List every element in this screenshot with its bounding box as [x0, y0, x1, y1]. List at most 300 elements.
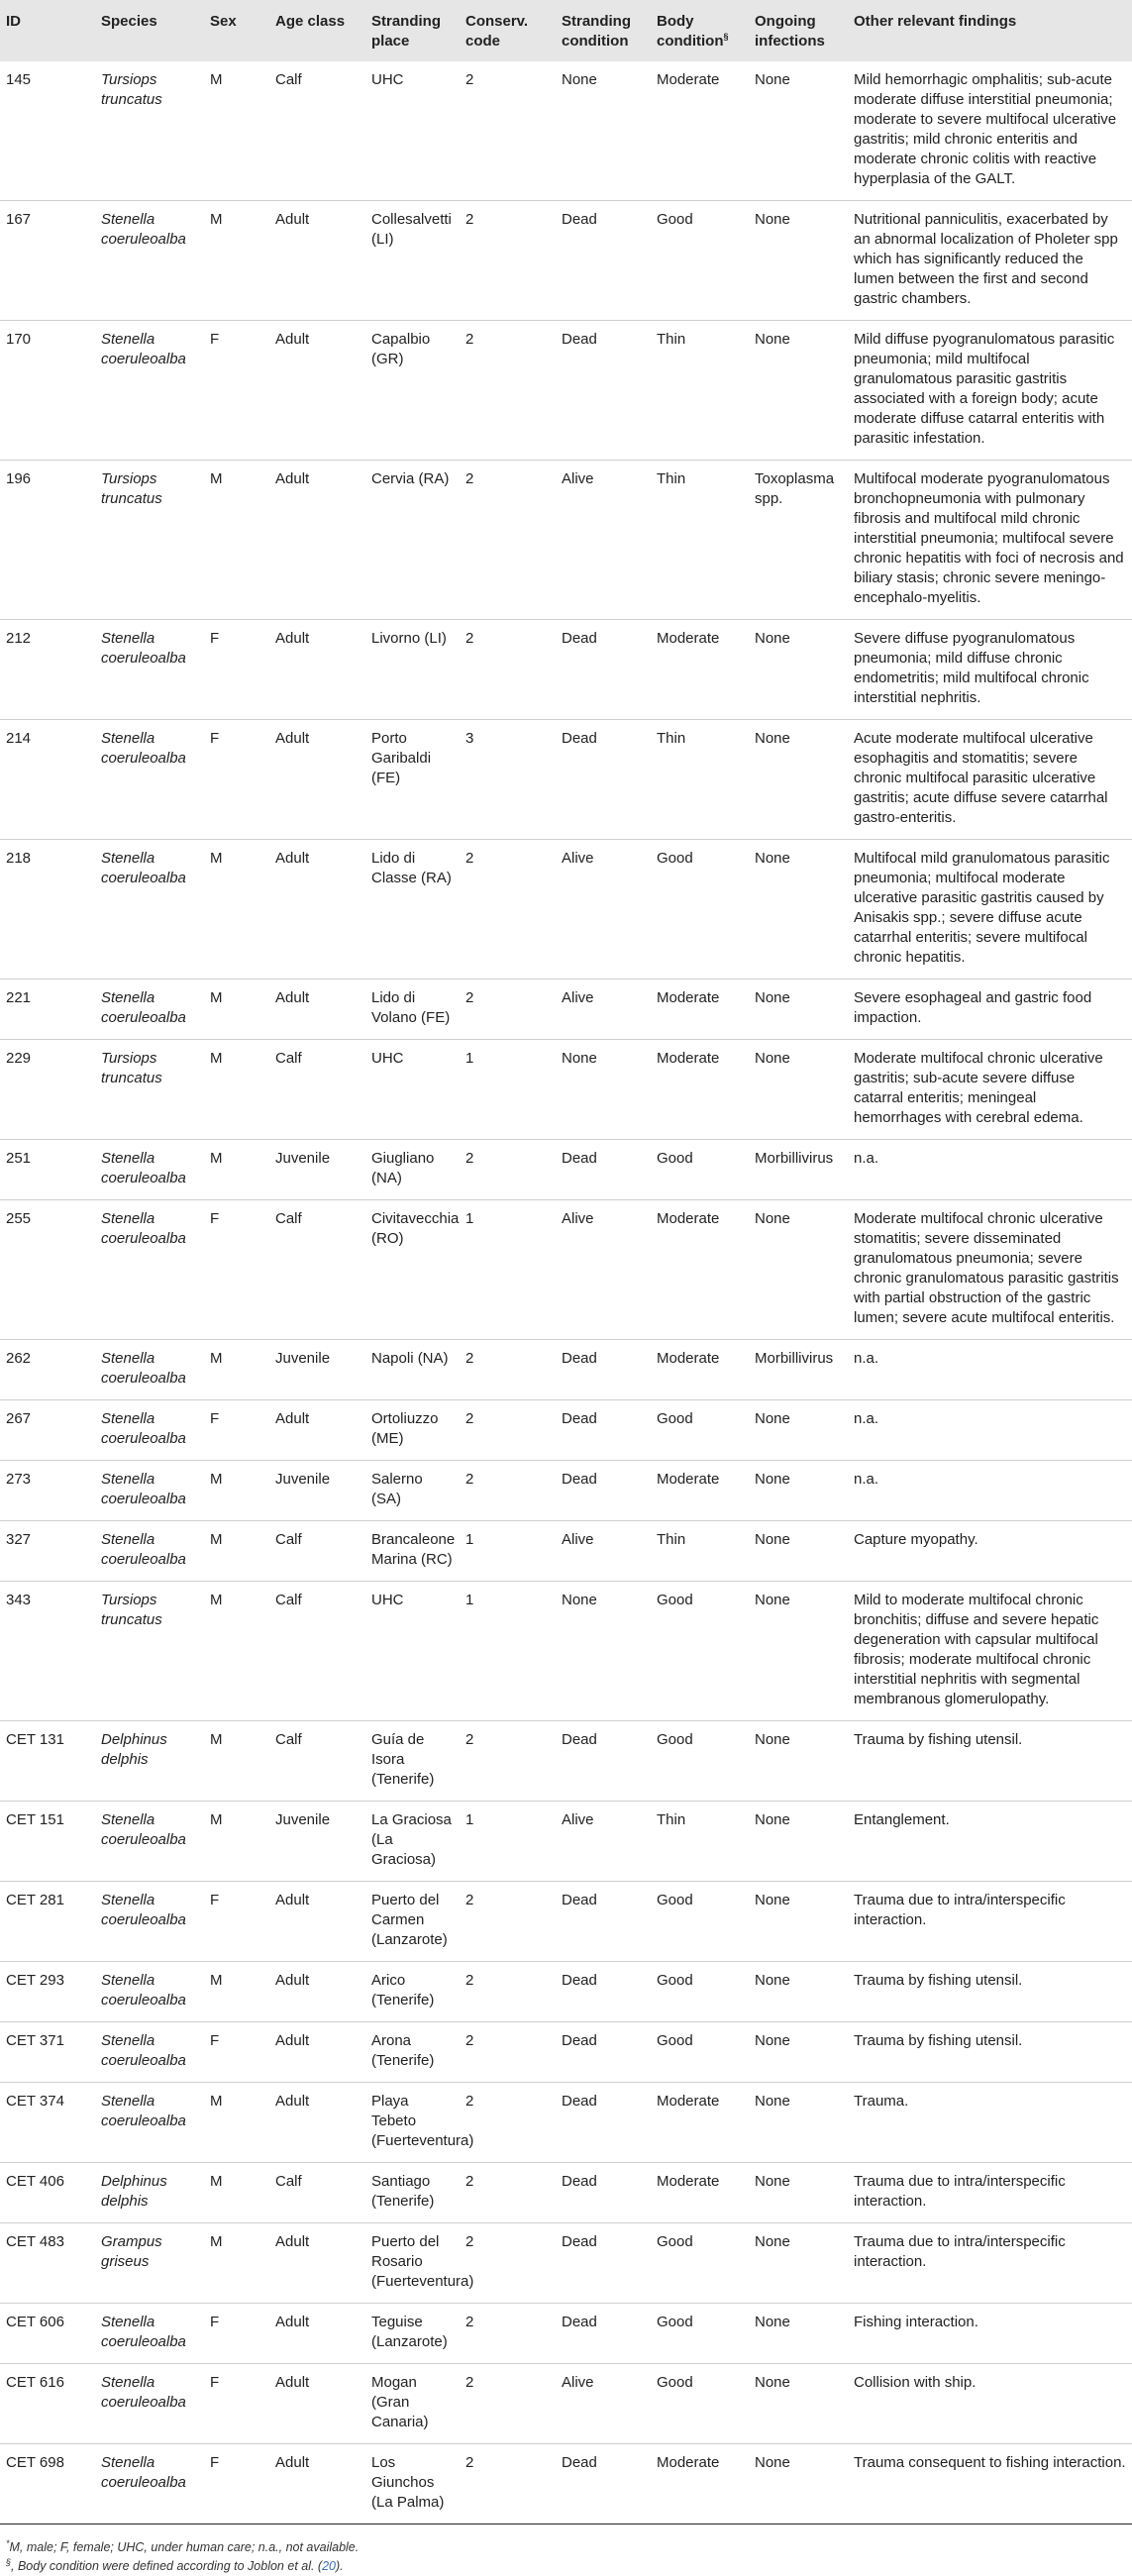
cell-species: Stenella coeruleoalba: [101, 630, 186, 667]
cell-species: Delphinus delphis: [101, 2173, 167, 2210]
cell-ongoing-infections: None: [755, 1592, 790, 1608]
cell-conserv-code: 2: [465, 470, 474, 487]
cell-species: Stenella coeruleoalba: [101, 1471, 186, 1507]
cell-stranding-condition: Dead: [562, 1471, 597, 1488]
footnote-abbreviations-text: M, male; F, female; UHC, under human care; n.a., not available.: [9, 2540, 360, 2554]
footnote-asterisk: *: [6, 2537, 10, 2548]
cell-body-condition: Good: [657, 1410, 693, 1427]
cell-age-class: Adult: [275, 331, 310, 348]
cell-age-class: Adult: [275, 211, 310, 228]
cell-age-class: Adult: [275, 2093, 310, 2110]
cell-body-condition: Good: [657, 2233, 693, 2250]
cell-ongoing-infections: None: [755, 850, 790, 867]
cell-stranding-condition: Dead: [562, 1150, 597, 1167]
cell-stranding-condition: Dead: [562, 630, 597, 647]
table-row: [0, 61, 1132, 201]
table-row: [0, 1962, 1132, 2022]
cell-sex: F: [210, 1410, 220, 1427]
cell-conserv-code: 2: [465, 331, 474, 348]
cell-stranding-condition: Alive: [562, 989, 594, 1006]
cell-sex: M: [210, 1731, 223, 1748]
cell-stranding-condition: Alive: [562, 1531, 594, 1548]
cell-other-findings: Trauma consequent to fishing interaction.: [854, 2454, 1126, 2471]
cell-sex: M: [210, 211, 223, 228]
cell-ongoing-infections: Toxoplasma spp.: [755, 470, 835, 507]
cell-other-findings: Trauma by fishing utensil.: [854, 1972, 1023, 1989]
cell-ongoing-infections: None: [755, 2374, 790, 2391]
cell-stranding-condition: None: [562, 71, 597, 88]
cell-ongoing-infections: None: [755, 989, 790, 1006]
cell-stranding-condition: Dead: [562, 211, 597, 228]
footnote-abbreviations: [6, 2538, 1126, 2557]
cell-id: CET 406: [6, 2173, 64, 2190]
cell-body-condition: Good: [657, 1731, 693, 1748]
cell-ongoing-infections: Morbillivirus: [755, 1350, 834, 1367]
cell-stranding-place: UHC: [371, 1592, 404, 1608]
header-species: Species: [101, 13, 157, 30]
cell-stranding-condition: Dead: [562, 2093, 597, 2110]
cell-stranding-condition: Dead: [562, 2032, 597, 2049]
cell-species: Delphinus delphis: [101, 1731, 167, 1768]
table-row: [0, 840, 1132, 979]
cell-sex: M: [210, 989, 223, 1006]
cell-conserv-code: 2: [465, 2454, 474, 2471]
cell-stranding-place: Lido di Volano (FE): [371, 989, 451, 1026]
cell-id: 167: [6, 211, 32, 228]
cell-sex: M: [210, 1811, 223, 1828]
cell-age-class: Calf: [275, 1731, 302, 1748]
cell-age-class: Adult: [275, 1972, 310, 1989]
cell-conserv-code: 1: [465, 1811, 474, 1828]
header-body-condition: [651, 0, 749, 61]
cell-conserv-code: 2: [465, 1350, 474, 1367]
table-row: [0, 1400, 1132, 1461]
table-row: [0, 2163, 1132, 2223]
cell-species: Stenella coeruleoalba: [101, 730, 186, 767]
table-row: [0, 620, 1132, 720]
cell-other-findings: Multifocal mild granulomatous parasitic pneumonia; multifocal moderate ulcerative parasitic gastritis caused by Anisakis spp.; severe diffuse acute catarrhal enteritis; severe multifocal chronic hepatitis.: [854, 850, 1110, 966]
cell-id: 196: [6, 470, 32, 487]
cell-stranding-condition: Dead: [562, 2173, 597, 2190]
footnote-section-mark: §: [6, 2556, 12, 2567]
cell-id: 214: [6, 730, 32, 747]
cell-other-findings: Nutritional panniculitis, exacerbated by an abnormal localization of Pholeter spp which has significantly reduced the lumen between the first and second gastric chambers.: [854, 211, 1118, 307]
cell-other-findings: n.a.: [854, 1471, 879, 1488]
cell-stranding-place: Lido di Classe (RA): [371, 850, 452, 886]
cell-ongoing-infections: None: [755, 2173, 790, 2190]
table-row: [0, 1721, 1132, 1802]
cell-id: 218: [6, 850, 32, 867]
cell-stranding-place: UHC: [371, 71, 404, 88]
cell-species: Stenella coeruleoalba: [101, 2374, 186, 2411]
cell-conserv-code: 1: [465, 1592, 474, 1608]
header-stranding-place: Stranding place: [371, 13, 441, 50]
cell-id: 145: [6, 71, 32, 88]
cell-body-condition: Moderate: [657, 1050, 720, 1067]
table-row: [0, 1461, 1132, 1521]
header-stranding-condition: Stranding condition: [562, 13, 631, 50]
cell-other-findings: Mild hemorrhagic omphalitis; sub-acute moderate diffuse interstitial pneumonia; moderate to severe multifocal ulcerative gastritis; mild chronic enteritis and moderate chronic colitis with reactive hyperplasia of the GALT.: [854, 71, 1117, 187]
table-row: [0, 321, 1132, 461]
cell-conserv-code: 2: [465, 2093, 474, 2110]
cell-ongoing-infections: None: [755, 1471, 790, 1488]
cell-species: Stenella coeruleoalba: [101, 2032, 186, 2069]
header-ongoing-infections: Ongoing infections: [755, 13, 825, 50]
table-row: [0, 2022, 1132, 2083]
cell-other-findings: n.a.: [854, 1150, 879, 1167]
cell-age-class: Calf: [275, 71, 302, 88]
cell-ongoing-infections: None: [755, 71, 790, 88]
table-footnotes: [0, 2524, 1132, 2576]
cell-stranding-place: Ortoliuzzo (ME): [371, 1410, 439, 1447]
cell-age-class: Adult: [275, 2454, 310, 2471]
cell-id: CET 371: [6, 2032, 64, 2049]
cell-other-findings: Mild diffuse pyogranulomatous parasitic pneumonia; mild multifocal granulomatous parasitic gastritis associated with a foreign body; acute moderate diffuse catarral enteritis with parasitic infestation.: [854, 331, 1115, 447]
cell-stranding-place: Teguise (Lanzarote): [371, 2314, 448, 2350]
cell-age-class: Adult: [275, 2374, 310, 2391]
cell-ongoing-infections: None: [755, 2093, 790, 2110]
cell-other-findings: Acute moderate multifocal ulcerative esophagitis and stomatitis; severe chronic multifocal parasitic ulcerative gastritis; acute diffuse severe catarrhal gastro-enteritis.: [854, 730, 1108, 826]
cell-body-condition: Moderate: [657, 2173, 720, 2190]
footnote-body-condition: [6, 2557, 1126, 2576]
cell-stranding-condition: Dead: [562, 1892, 597, 1908]
cell-body-condition: Good: [657, 211, 693, 228]
cell-other-findings: Trauma due to intra/interspecific interaction.: [854, 2173, 1066, 2210]
cell-sex: F: [210, 630, 220, 647]
cell-ongoing-infections: None: [755, 2233, 790, 2250]
cell-conserv-code: 2: [465, 2374, 474, 2391]
footnote-body-condition-text: , Body condition were defined according to Joblon et al. (: [11, 2559, 323, 2573]
cell-stranding-condition: Alive: [562, 2374, 594, 2391]
cell-sex: M: [210, 1592, 223, 1608]
cell-ongoing-infections: None: [755, 1410, 790, 1427]
cell-body-condition: Moderate: [657, 989, 720, 1006]
cell-species: Stenella coeruleoalba: [101, 2454, 186, 2491]
cell-age-class: Juvenile: [275, 1150, 331, 1167]
cell-other-findings: Collision with ship.: [854, 2374, 977, 2391]
cell-body-condition: Moderate: [657, 1350, 720, 1367]
cell-conserv-code: 2: [465, 1410, 474, 1427]
cell-id: 255: [6, 1210, 32, 1227]
cell-id: CET 374: [6, 2093, 64, 2110]
cell-conserv-code: 2: [465, 1731, 474, 1748]
cell-species: Stenella coeruleoalba: [101, 1892, 186, 1928]
cell-other-findings: Multifocal moderate pyogranulomatous bronchopneumonia with pulmonary fibrosis and multifocal mild chronic interstitial pneumonia; multifocal severe chronic hepatitis with foci of necrosis and biliary stasis; chronic severe meningo-encephalo-myelitis.: [854, 470, 1124, 606]
cell-id: 221: [6, 989, 32, 1006]
cell-ongoing-infections: None: [755, 331, 790, 348]
cell-stranding-condition: Alive: [562, 850, 594, 867]
cell-other-findings: Entanglement.: [854, 1811, 950, 1828]
cell-id: CET 131: [6, 1731, 64, 1748]
cell-id: CET 606: [6, 2314, 64, 2330]
cell-other-findings: Trauma due to intra/interspecific interaction.: [854, 2233, 1066, 2270]
cell-body-condition: Good: [657, 1972, 693, 1989]
cell-conserv-code: 2: [465, 1150, 474, 1167]
cell-age-class: Adult: [275, 2233, 310, 2250]
cell-id: 273: [6, 1471, 32, 1488]
footnote-body-condition-end: ).: [336, 2559, 344, 2573]
cell-body-condition: Good: [657, 2374, 693, 2391]
cell-stranding-place: Guía de Isora (Tenerife): [371, 1731, 435, 1788]
cell-sex: M: [210, 850, 223, 867]
cell-species: Stenella coeruleoalba: [101, 1210, 186, 1247]
table-row: [0, 1802, 1132, 1882]
cell-stranding-place: Giugliano (NA): [371, 1150, 435, 1186]
cell-conserv-code: 2: [465, 989, 474, 1006]
cell-species: Stenella coeruleoalba: [101, 1972, 186, 2009]
cell-stranding-condition: Dead: [562, 2314, 597, 2330]
cell-other-findings: n.a.: [854, 1410, 879, 1427]
cell-ongoing-infections: None: [755, 1811, 790, 1828]
cell-species: Stenella coeruleoalba: [101, 850, 186, 886]
cell-species: Tursiops truncatus: [101, 71, 162, 108]
cell-stranding-condition: Dead: [562, 1350, 597, 1367]
cell-id: CET 616: [6, 2374, 64, 2391]
cell-sex: M: [210, 2233, 223, 2250]
cell-stranding-place: Arona (Tenerife): [371, 2032, 435, 2069]
cell-other-findings: Trauma by fishing utensil.: [854, 2032, 1023, 2049]
cell-stranding-place: Capalbio (GR): [371, 331, 431, 367]
cell-ongoing-infections: None: [755, 1892, 790, 1908]
cell-sex: F: [210, 2314, 220, 2330]
cell-stranding-condition: None: [562, 1050, 597, 1067]
cell-sex: M: [210, 2093, 223, 2110]
cell-stranding-place: Brancaleone Marina (RC): [371, 1531, 456, 1568]
cell-other-findings: Severe diffuse pyogranulomatous pneumonia; mild diffuse chronic endometritis; mild multifocal chronic interstitial nephritis.: [854, 630, 1089, 706]
cell-species: Stenella coeruleoalba: [101, 1350, 186, 1387]
table-row: [0, 1200, 1132, 1340]
cell-other-findings: Fishing interaction.: [854, 2314, 978, 2330]
cell-sex: F: [210, 730, 220, 747]
cell-age-class: Adult: [275, 1892, 310, 1908]
table-row: [0, 2364, 1132, 2444]
cell-sex: M: [210, 1972, 223, 1989]
cell-sex: M: [210, 71, 223, 88]
cell-id: 170: [6, 331, 32, 348]
cell-conserv-code: 2: [465, 1972, 474, 1989]
cell-age-class: Juvenile: [275, 1811, 331, 1828]
cell-other-findings: Mild to moderate multifocal chronic bronchitis; diffuse and severe hepatic degeneration with capsular multifocal fibrosis; moderate multifocal chronic interstitial nephritis with segmental membranous glomerulopathy.: [854, 1592, 1099, 1707]
cell-age-class: Juvenile: [275, 1471, 331, 1488]
cell-body-condition: Thin: [657, 470, 686, 487]
header-conserv-code: Conserv. code: [465, 13, 529, 50]
cell-stranding-place: Arico (Tenerife): [371, 1972, 435, 2009]
cell-other-findings: n.a.: [854, 1350, 879, 1367]
cell-species: Stenella coeruleoalba: [101, 2314, 186, 2350]
cell-ongoing-infections: None: [755, 1972, 790, 1989]
cell-age-class: Adult: [275, 989, 310, 1006]
cell-other-findings: Trauma.: [854, 2093, 909, 2110]
cell-id: CET 698: [6, 2454, 64, 2471]
cell-sex: M: [210, 1050, 223, 1067]
cell-sex: F: [210, 2374, 220, 2391]
cell-conserv-code: 2: [465, 2173, 474, 2190]
cell-stranding-condition: Dead: [562, 1972, 597, 1989]
table-row: [0, 461, 1132, 620]
cell-conserv-code: 2: [465, 630, 474, 647]
cell-stranding-place: Salerno (SA): [371, 1471, 423, 1507]
header-id: ID: [6, 13, 21, 30]
cell-sex: F: [210, 1892, 220, 1908]
cell-species: Stenella coeruleoalba: [101, 331, 186, 367]
cell-age-class: Adult: [275, 2314, 310, 2330]
table-row: [0, 1521, 1132, 1582]
cell-age-class: Adult: [275, 850, 310, 867]
cell-stranding-place: Napoli (NA): [371, 1350, 449, 1367]
cell-stranding-place: Puerto del Rosario (Fuerteventura): [371, 2233, 474, 2290]
cell-species: Stenella coeruleoalba: [101, 989, 186, 1026]
cell-other-findings: Moderate multifocal chronic ulcerative stomatitis; severe disseminated granulomatous pneumonia; severe chronic granulomatous parasitic gastritis with partial obstruction of the gastric lumen; severe acute multifocal enteritis.: [854, 1210, 1119, 1326]
cell-ongoing-infections: None: [755, 730, 790, 747]
cell-species: Stenella coeruleoalba: [101, 1531, 186, 1568]
table-header: [0, 0, 1132, 61]
cell-age-class: Calf: [275, 2173, 302, 2190]
cell-body-condition: Thin: [657, 1811, 686, 1828]
cell-sex: M: [210, 1150, 223, 1167]
cell-body-condition: Moderate: [657, 1210, 720, 1227]
cell-body-condition: Moderate: [657, 1471, 720, 1488]
cell-id: CET 281: [6, 1892, 64, 1908]
cell-id: 262: [6, 1350, 32, 1367]
cell-age-class: Adult: [275, 1410, 310, 1427]
cell-age-class: Calf: [275, 1531, 302, 1548]
cell-id: 212: [6, 630, 32, 647]
cell-stranding-place: Santiago (Tenerife): [371, 2173, 435, 2210]
cell-body-condition: Thin: [657, 730, 686, 747]
cell-body-condition: Good: [657, 1592, 693, 1608]
cell-body-condition: Good: [657, 1150, 693, 1167]
cell-id: CET 293: [6, 1972, 64, 1989]
cell-other-findings: Trauma due to intra/interspecific interaction.: [854, 1892, 1066, 1928]
table-row: [0, 1040, 1132, 1140]
cell-other-findings: Severe esophageal and gastric food impaction.: [854, 989, 1092, 1026]
header-row: [0, 0, 1132, 61]
cell-stranding-place: Porto Garibaldi (FE): [371, 730, 432, 786]
table-row: [0, 2304, 1132, 2364]
cell-body-condition: Good: [657, 2032, 693, 2049]
table-row: [0, 720, 1132, 840]
cell-ongoing-infections: None: [755, 2032, 790, 2049]
cell-species: Stenella coeruleoalba: [101, 1150, 186, 1186]
cell-id: 229: [6, 1050, 32, 1067]
cell-id: 327: [6, 1531, 32, 1548]
table-row: [0, 1340, 1132, 1400]
cell-sex: F: [210, 2454, 220, 2471]
cell-age-class: Calf: [275, 1210, 302, 1227]
header-sex: Sex: [210, 13, 237, 30]
cell-stranding-place: Civitavecchia (RO): [371, 1210, 460, 1247]
cell-conserv-code: 2: [465, 1892, 474, 1908]
cell-species: Stenella coeruleoalba: [101, 2093, 186, 2129]
cell-id: 343: [6, 1592, 32, 1608]
header-age-class: Age class: [275, 13, 346, 30]
cell-ongoing-infections: None: [755, 1731, 790, 1748]
table-row: [0, 2223, 1132, 2304]
cell-stranding-place: Collesalvetti (LI): [371, 211, 452, 248]
cell-conserv-code: 3: [465, 730, 474, 747]
cell-id: 267: [6, 1410, 32, 1427]
cell-body-condition: Moderate: [657, 71, 720, 88]
cell-age-class: Calf: [275, 1592, 302, 1608]
cell-id: CET 151: [6, 1811, 64, 1828]
cell-body-condition: Moderate: [657, 2454, 720, 2471]
cell-stranding-condition: Dead: [562, 2454, 597, 2471]
cell-age-class: Adult: [275, 730, 310, 747]
cell-body-condition: Thin: [657, 331, 686, 348]
cell-sex: F: [210, 331, 220, 348]
cell-ongoing-infections: Morbillivirus: [755, 1150, 834, 1167]
cell-sex: M: [210, 1471, 223, 1488]
cell-conserv-code: 2: [465, 1471, 474, 1488]
cell-id: 251: [6, 1150, 32, 1167]
cell-other-findings: Capture myopathy.: [854, 1531, 978, 1548]
cell-ongoing-infections: None: [755, 1210, 790, 1227]
reference-link[interactable]: 20: [322, 2559, 337, 2573]
cell-species: Stenella coeruleoalba: [101, 211, 186, 248]
table-row: [0, 1582, 1132, 1721]
cell-age-class: Adult: [275, 2032, 310, 2049]
cell-sex: F: [210, 2032, 220, 2049]
cell-conserv-code: 2: [465, 850, 474, 867]
cell-stranding-condition: Dead: [562, 1410, 597, 1427]
cell-body-condition: Good: [657, 1892, 693, 1908]
cell-stranding-condition: None: [562, 1592, 597, 1608]
cell-body-condition: Moderate: [657, 2093, 720, 2110]
cell-ongoing-infections: None: [755, 211, 790, 228]
cell-conserv-code: 1: [465, 1531, 474, 1548]
cell-age-class: Juvenile: [275, 1350, 331, 1367]
cell-sex: M: [210, 1531, 223, 1548]
cell-stranding-place: UHC: [371, 1050, 404, 1067]
cell-conserv-code: 2: [465, 2032, 474, 2049]
cell-stranding-place: La Graciosa (La Graciosa): [371, 1811, 452, 1868]
cell-ongoing-infections: None: [755, 1531, 790, 1548]
cell-stranding-place: Livorno (LI): [371, 630, 447, 647]
cell-species: Tursiops truncatus: [101, 470, 162, 507]
cell-stranding-condition: Dead: [562, 1731, 597, 1748]
cell-ongoing-infections: None: [755, 1050, 790, 1067]
cell-other-findings: Trauma by fishing utensil.: [854, 1731, 1023, 1748]
table-body: [0, 61, 1132, 2524]
cell-ongoing-infections: None: [755, 630, 790, 647]
cell-age-class: Calf: [275, 1050, 302, 1067]
cell-stranding-condition: Dead: [562, 331, 597, 348]
cell-sex: M: [210, 470, 223, 487]
cell-body-condition: Good: [657, 850, 693, 867]
cell-conserv-code: 2: [465, 2233, 474, 2250]
cell-other-findings: Moderate multifocal chronic ulcerative gastritis; sub-acute severe diffuse catarral enteritis; meningeal hemorrhages with cerebral edema.: [854, 1050, 1103, 1126]
cell-stranding-place: Mogan (Gran Canaria): [371, 2374, 429, 2430]
cell-stranding-condition: Alive: [562, 470, 594, 487]
header-body-condition-label: Body condition: [657, 13, 724, 50]
cell-stranding-place: Cervia (RA): [371, 470, 450, 487]
cell-sex: F: [210, 1210, 220, 1227]
cell-id: CET 483: [6, 2233, 64, 2250]
cell-species: Tursiops truncatus: [101, 1050, 162, 1086]
cell-species: Tursiops truncatus: [101, 1592, 162, 1628]
cell-stranding-place: Puerto del Carmen (Lanzarote): [371, 1892, 448, 1948]
cell-conserv-code: 2: [465, 2314, 474, 2330]
cell-conserv-code: 1: [465, 1210, 474, 1227]
header-other-findings: Other relevant findings: [854, 13, 1017, 30]
cell-stranding-place: Playa Tebeto (Fuerteventura): [371, 2093, 474, 2149]
table-row: [0, 1140, 1132, 1200]
cell-body-condition: Moderate: [657, 630, 720, 647]
cell-conserv-code: 2: [465, 71, 474, 88]
cell-sex: M: [210, 1350, 223, 1367]
cell-body-condition: Thin: [657, 1531, 686, 1548]
cell-species: Grampus griseus: [101, 2233, 162, 2270]
